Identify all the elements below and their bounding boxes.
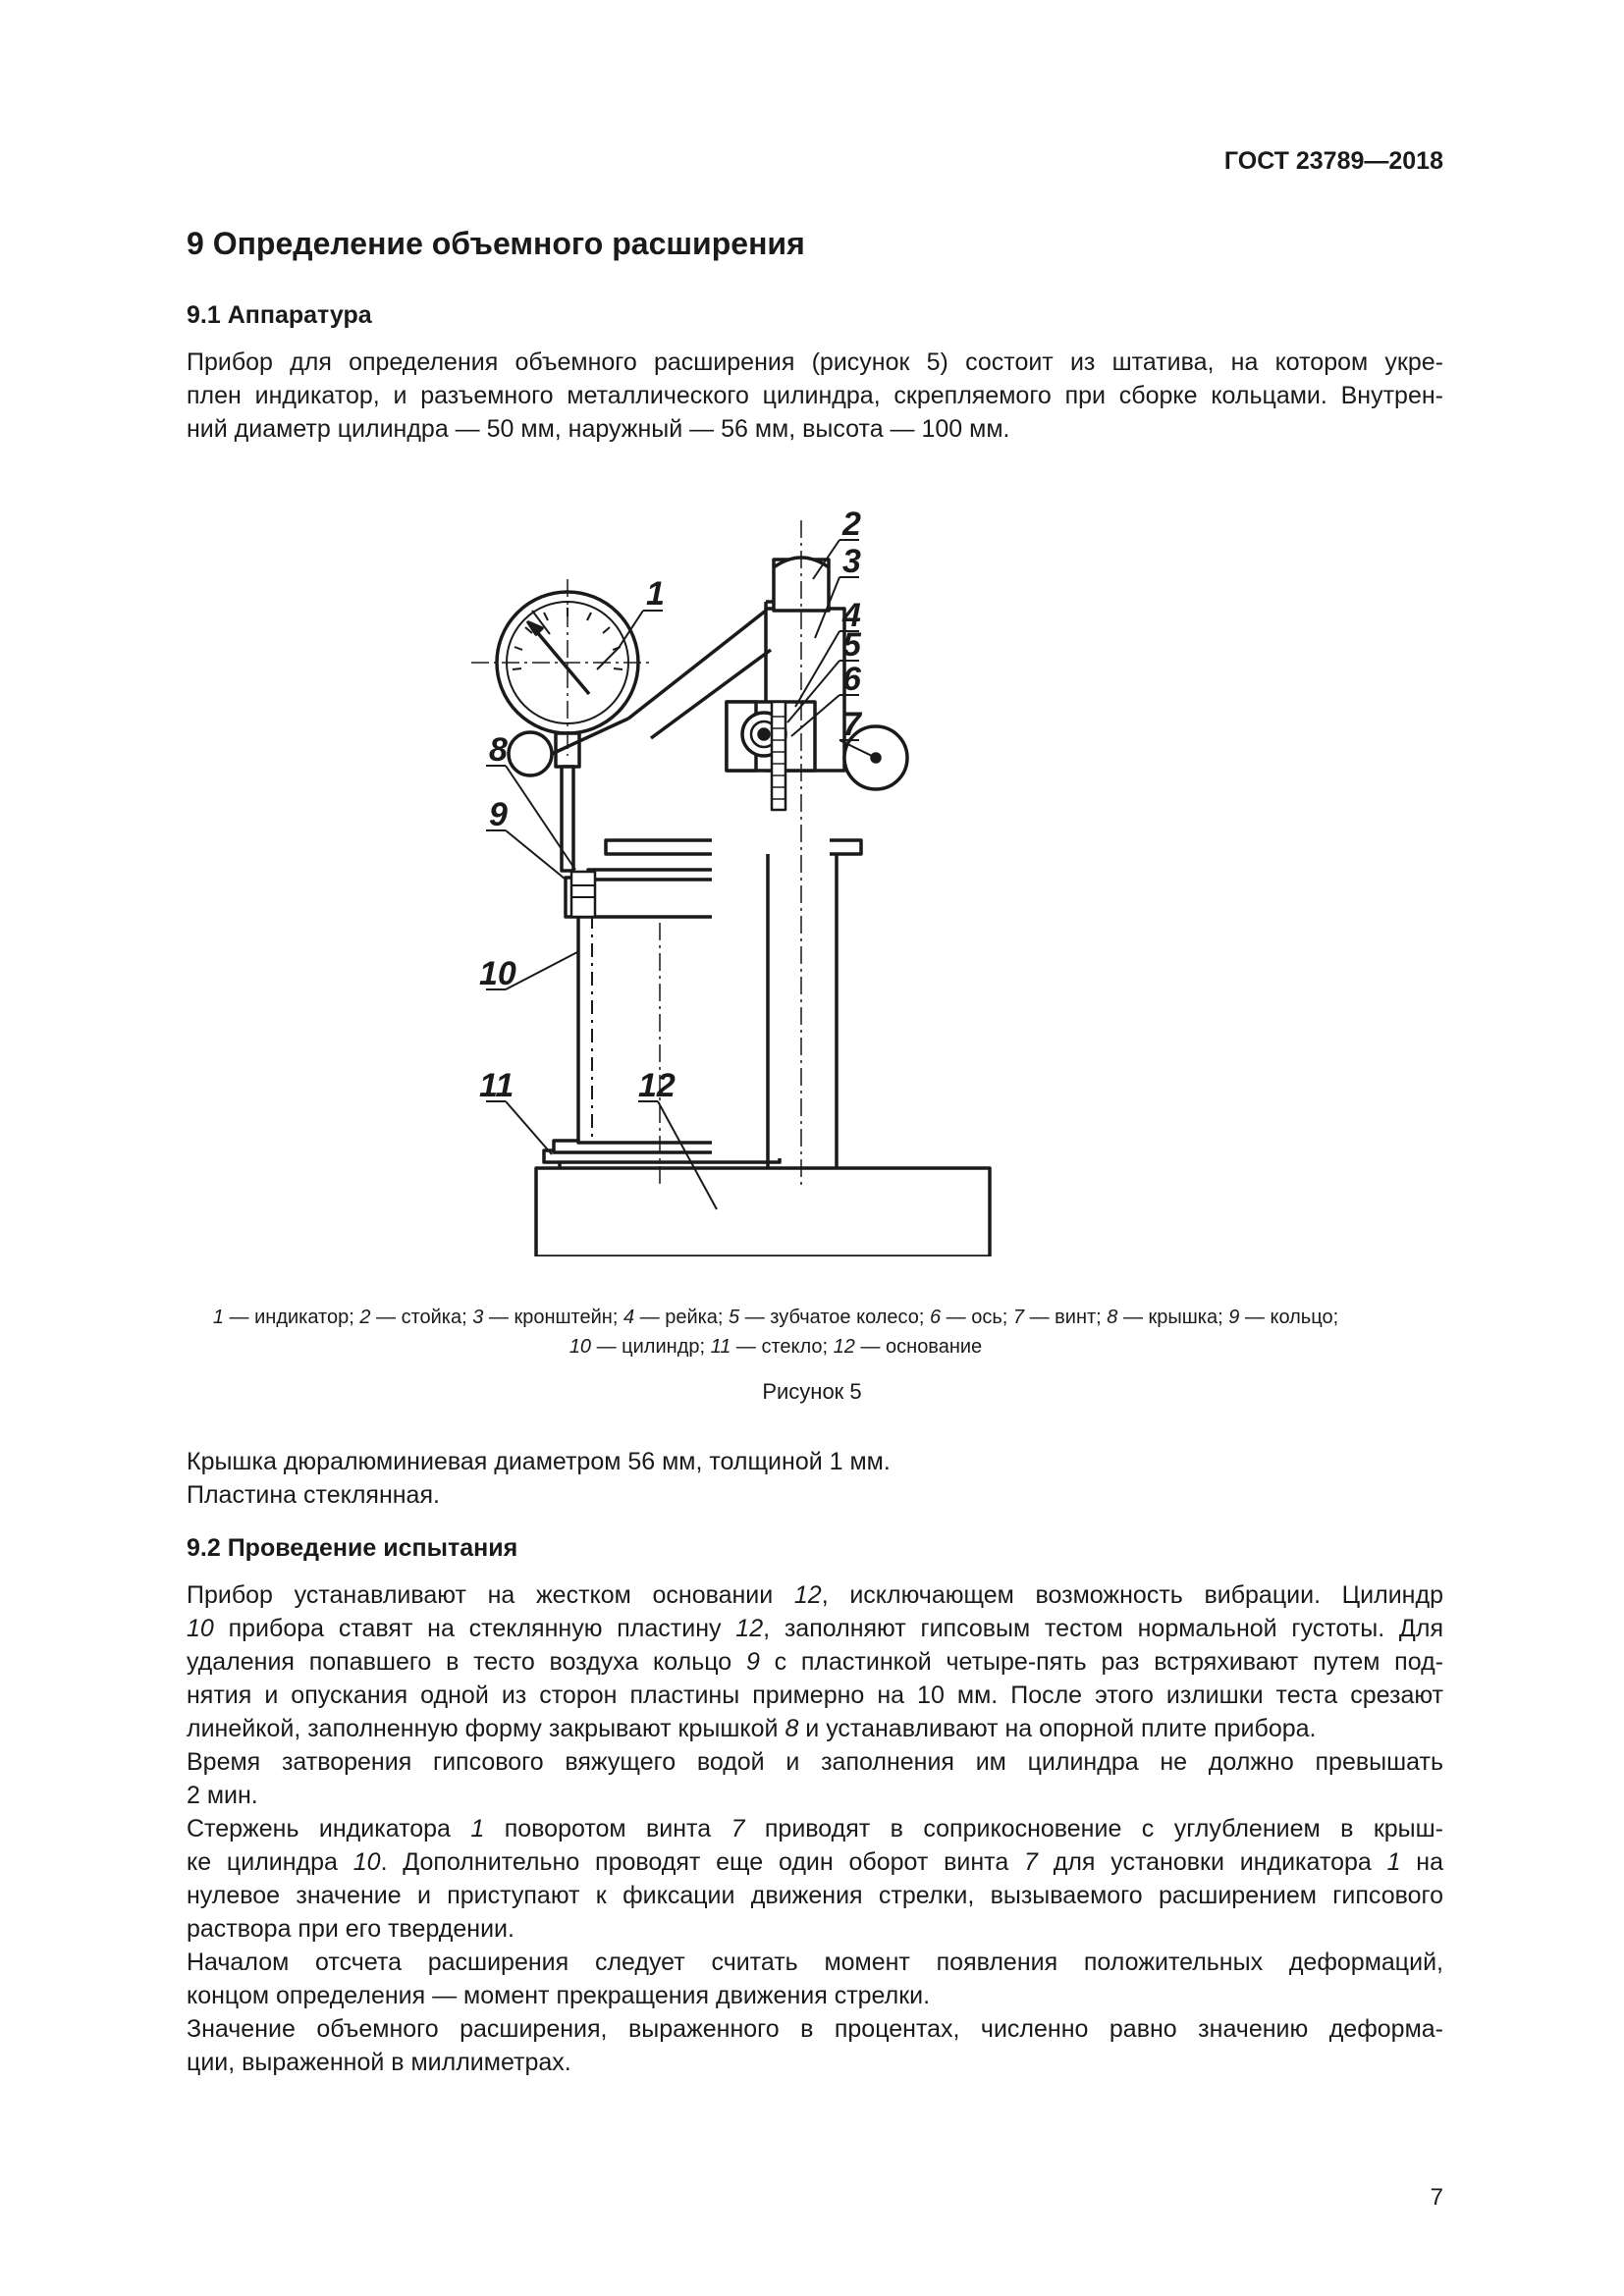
text-line: линейкой, заполненную форму закрывают крышкой 8 и устанавливают на опорной плите прибора.	[187, 1715, 1317, 1742]
text-line: Значение объемного расширения, выраженного в процентах, численно равно значению деформа-	[187, 2015, 1443, 2043]
paragraph-procedure-2	[187, 1745, 1443, 1812]
text-line: нулевое значение и приступают к фиксации движения стрелки, вызываемого расширением гипсового	[187, 1882, 1443, 1909]
base-plate	[536, 1168, 990, 1256]
label-7: 7	[842, 706, 861, 743]
figure-legend	[108, 1303, 1443, 1362]
text-line: 2 мин.	[187, 1782, 258, 1809]
label-6: 6	[842, 661, 861, 698]
figure-title: Рисунок 5	[762, 1379, 862, 1404]
text-line: 10 прибора ставят на стеклянную пластину 12, заполняют гипсовым тестом нормальной густоты. Для	[187, 1615, 1443, 1642]
label-11: 11	[479, 1067, 514, 1104]
legend-line: 1 — индикатор; 2 — стойка; 3 — кронштейн; 4 — рейка; 5 — зубчатое колесо; 6 — ось; 7 — винт; 8 — крышка; 9 — кольцо;	[212, 1307, 1339, 1328]
paragraph-procedure-4	[187, 1946, 1443, 2012]
indicator-stem	[562, 767, 573, 871]
paragraph-procedure-5	[187, 2012, 1443, 2079]
indicator-clamp	[509, 732, 552, 775]
subsection-title-9-1: 9.1 Аппаратура	[187, 301, 372, 329]
label-8: 8	[489, 731, 508, 769]
leader-10	[506, 952, 577, 989]
text-line: удаления попавшего в тесто воздуха кольцо 9 с пластинкой четыре-пять раз встряхивают путем под-	[187, 1648, 1443, 1676]
legend-line: 10 — цилиндр; 11 — стекло; 12 — основание	[568, 1336, 983, 1358]
text-line: ке цилиндра 10. Дополнительно проводят еще один оборот винта 7 для установки индикатора 1 на	[187, 1848, 1443, 1876]
label-3: 3	[842, 543, 861, 580]
standard-number: ГОСТ 23789—2018	[1223, 147, 1443, 175]
text-line: Прибор устанавливают на жестком основании 12, исключающем возможность вибрации. Цилиндр	[187, 1581, 1443, 1609]
text-line: Пластина стеклянная.	[187, 1481, 440, 1509]
paragraph-apparatus	[187, 346, 1443, 446]
leader-9	[506, 830, 565, 879]
section-title: 9 Определение объемного расширения	[187, 226, 805, 261]
text-line: нятия и опускания одной из сторон пластины примерно на 10 мм. После этого излишки теста срезают	[187, 1682, 1443, 1709]
text-line: Началом отсчета расширения следует считать момент появления положительных деформаций,	[187, 1949, 1443, 1976]
label-12: 12	[638, 1067, 676, 1104]
text-line: Время затворения гипсового вяжущего водой и заполнения им цилиндра не должно превышать	[187, 1748, 1443, 1776]
label-10: 10	[479, 955, 516, 992]
label-4: 4	[842, 597, 861, 634]
text-line: раствора при его твердении.	[187, 1915, 514, 1943]
label-1: 1	[646, 575, 665, 613]
text-line: плен индикатор, и разъемного металлического цилиндра, скрепляемого при сборке кольцами. Внутрен-	[187, 382, 1443, 409]
apparatus-drawing	[471, 501, 1060, 1256]
text-line: ции, выраженной в миллиметрах.	[187, 2049, 571, 2076]
label-2: 2	[842, 506, 861, 543]
leader-11	[506, 1101, 552, 1154]
page-number: 7	[1430, 2184, 1443, 2211]
text-line: Прибор для определения объемного расширения (рисунок 5) состоит из штатива, на котором укре-	[187, 348, 1443, 376]
subsection-title-9-2: 9.2 Проведение испытания	[187, 1534, 518, 1562]
label-9: 9	[489, 796, 508, 833]
text-line: концом определения — момент прекращения движения стрелки.	[187, 1982, 931, 2009]
label-5: 5	[842, 626, 861, 664]
text-line: Стержень индикатора 1 поворотом винта 7 приводят в соприкосновение с углублением в крыш-	[187, 1815, 1444, 1842]
text-line: ний диаметр цилиндра — 50 мм, наружный — 56 мм, высота — 100 мм.	[187, 415, 1010, 443]
column	[712, 764, 830, 1158]
paragraph-procedure-1	[187, 1578, 1443, 1745]
paragraph-procedure-3	[187, 1812, 1443, 1946]
text-line: Крышка дюралюминиевая диаметром 56 мм, толщиной 1 мм.	[187, 1448, 891, 1475]
paragraph-lid	[187, 1445, 1443, 1512]
